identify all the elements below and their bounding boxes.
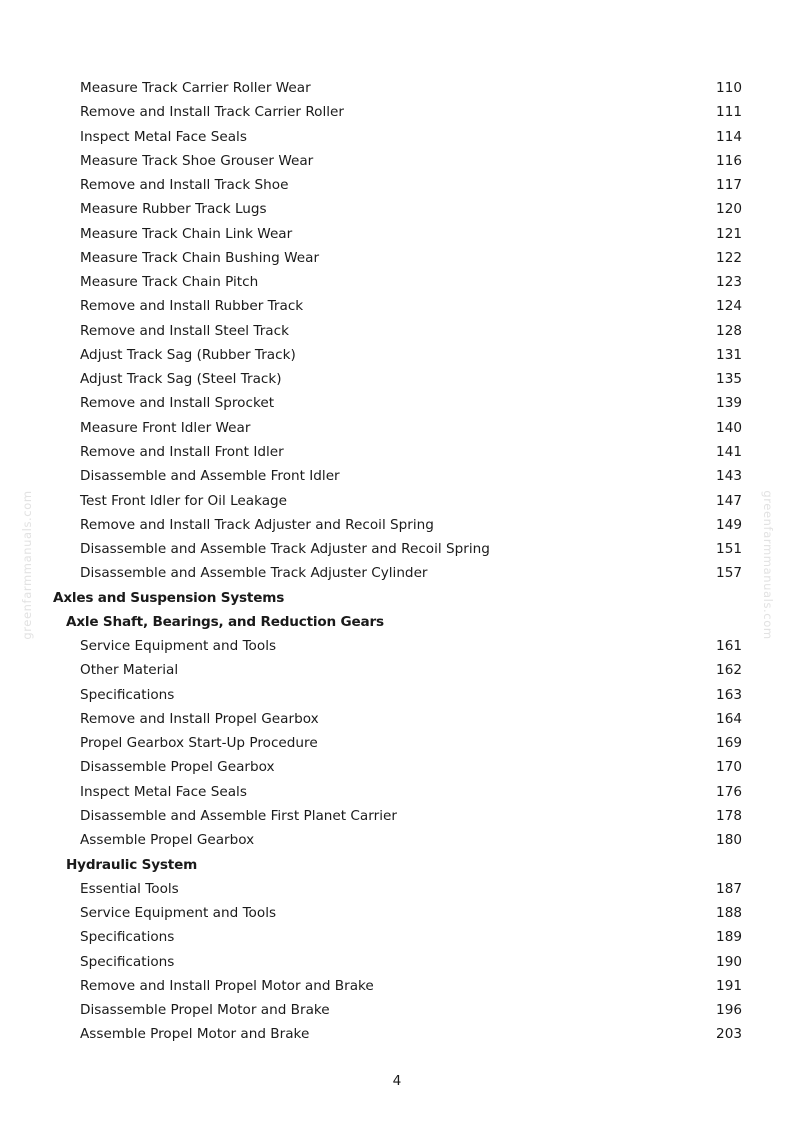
toc-entry-label[interactable]: Service Equipment and Tools: [80, 638, 277, 655]
toc-entry-page-number: 178: [716, 807, 742, 824]
toc-entry-label: Axles and Suspension Systems: [53, 589, 285, 606]
toc-entry-label[interactable]: Measure Track Carrier Roller Wear: [80, 80, 311, 96]
toc-entry-page-number: 110: [716, 80, 742, 96]
toc-entry[interactable]: [0, 391, 794, 415]
toc-entry-page-number: 131: [716, 346, 742, 363]
toc-entry-page-number: 157: [716, 565, 742, 582]
toc-entry[interactable]: [0, 343, 794, 367]
toc-entry[interactable]: [0, 658, 794, 682]
toc-entry-label[interactable]: Remove and Install Rubber Track: [80, 298, 304, 315]
toc-entry[interactable]: [0, 537, 794, 561]
toc-entry-label[interactable]: Other Material: [80, 662, 179, 679]
toc-entry-page-number: 203: [716, 1026, 742, 1043]
toc-entry[interactable]: [0, 804, 794, 828]
toc-entry-page-number: 124: [716, 298, 742, 315]
toc-entry[interactable]: [0, 367, 794, 391]
toc-entry-page-number: 135: [716, 371, 742, 388]
toc-entry-page-number: 141: [716, 443, 742, 460]
toc-subsection-heading: [0, 853, 794, 877]
toc-entry-page-number: 128: [716, 322, 742, 339]
toc-entry-page-number: 151: [716, 541, 742, 558]
toc-entry[interactable]: [0, 561, 794, 585]
toc-entry[interactable]: [0, 489, 794, 513]
toc-entry[interactable]: [0, 76, 794, 100]
toc-entry-label[interactable]: Measure Track Chain Pitch: [80, 274, 259, 291]
toc-entry-label[interactable]: Specifications: [80, 929, 175, 946]
toc-entry-label: Hydraulic System: [66, 856, 198, 873]
toc-entry[interactable]: [0, 950, 794, 974]
toc-entry[interactable]: [0, 901, 794, 925]
toc-entry-page-number: 188: [716, 905, 742, 922]
toc-entry-label[interactable]: Assemble Propel Motor and Brake: [80, 1026, 310, 1043]
toc-entry-label[interactable]: Specifications: [80, 686, 175, 703]
toc-entry-page-number: 114: [716, 128, 742, 145]
toc-entry[interactable]: [0, 222, 794, 246]
toc-entry-label[interactable]: Disassemble and Assemble Track Adjuster Cylinder: [80, 565, 428, 582]
toc-entry-label[interactable]: Measure Track Chain Bushing Wear: [80, 249, 320, 266]
toc-entry[interactable]: [0, 634, 794, 658]
toc-entry[interactable]: [0, 877, 794, 901]
toc-entry-label[interactable]: Remove and Install Track Adjuster and Recoil Spring: [80, 516, 434, 533]
toc-entry-label[interactable]: Test Front Idler for Oil Leakage: [80, 492, 288, 509]
toc-entry-page-number: 122: [716, 249, 742, 266]
toc-section-heading: [0, 586, 794, 610]
toc-entry-page-number: 143: [716, 468, 742, 485]
toc-entry-page-number: 121: [716, 225, 742, 242]
toc-entry[interactable]: [0, 270, 794, 294]
toc-entry-page-number: 176: [716, 783, 742, 800]
toc-entry-label[interactable]: Remove and Install Front Idler: [80, 443, 284, 460]
toc-entry-page-number: 170: [716, 759, 742, 776]
toc-entry-label[interactable]: Measure Front Idler Wear: [80, 419, 251, 436]
toc-entry-label[interactable]: Disassemble and Assemble Track Adjuster and Recoil Spring: [80, 541, 490, 558]
toc-entry[interactable]: [0, 100, 794, 124]
toc-entry[interactable]: [0, 1022, 794, 1046]
toc-entry-page-number: 191: [716, 977, 742, 994]
toc-entry[interactable]: [0, 925, 794, 949]
toc-entry[interactable]: [0, 246, 794, 270]
toc-entry[interactable]: [0, 974, 794, 998]
toc-entry-page-number: 164: [716, 710, 742, 727]
toc-entry-label[interactable]: Measure Track Chain Link Wear: [80, 225, 293, 242]
toc-subsection-heading: [0, 610, 794, 634]
toc-entry-label[interactable]: Essential Tools: [80, 880, 179, 897]
toc-entry-label[interactable]: Adjust Track Sag (Rubber Track): [80, 346, 296, 363]
toc-entry[interactable]: [0, 416, 794, 440]
toc-entry-page-number: 162: [716, 662, 742, 679]
toc-entry-label[interactable]: Remove and Install Track Carrier Roller: [80, 104, 344, 121]
toc-entry[interactable]: [0, 294, 794, 318]
toc-entry-label[interactable]: Specifications: [80, 953, 175, 970]
toc-entry-label[interactable]: Remove and Install Sprocket: [80, 395, 275, 412]
toc-entry-page-number: 161: [716, 638, 742, 655]
toc-entry-label[interactable]: Remove and Install Track Shoe: [80, 177, 289, 194]
toc-entry[interactable]: [0, 707, 794, 731]
toc-entry-label[interactable]: Adjust Track Sag (Steel Track): [80, 371, 282, 388]
toc-entry-page-number: 169: [716, 735, 742, 752]
toc-entry-page-number: 140: [716, 419, 742, 436]
toc-entry-page-number: 139: [716, 395, 742, 412]
watermark-right: greenfarmmanuals.com: [761, 490, 775, 640]
toc-entry[interactable]: [0, 197, 794, 221]
page-number: 4: [392, 1073, 402, 1089]
toc-entry-page-number: 196: [716, 1002, 742, 1019]
toc-entry-page-number: 180: [716, 832, 742, 849]
toc-entry-label[interactable]: Inspect Metal Face Seals: [80, 128, 247, 145]
toc-entry[interactable]: [0, 149, 794, 173]
toc-entry-page-number: 120: [716, 201, 742, 218]
toc-entry-label[interactable]: Remove and Install Propel Gearbox: [80, 710, 319, 727]
toc-entry-page-number: 147: [716, 492, 742, 509]
watermark-left: greenfarmmanuals.com: [20, 490, 34, 640]
toc-entry-label[interactable]: Remove and Install Steel Track: [80, 322, 289, 339]
toc-entry-label[interactable]: Measure Track Shoe Grouser Wear: [80, 152, 314, 169]
toc-entry-page-number: 187: [716, 880, 742, 897]
toc-entry-label[interactable]: Propel Gearbox Start-Up Procedure: [80, 735, 318, 752]
toc-entry-label[interactable]: Inspect Metal Face Seals: [80, 783, 247, 800]
toc-entry[interactable]: [0, 513, 794, 537]
table-of-contents: [0, 76, 794, 1047]
toc-entry-label[interactable]: Disassemble and Assemble Front Idler: [80, 468, 340, 485]
toc-entry-page-number: 149: [716, 516, 742, 533]
toc-entry-label[interactable]: Remove and Install Propel Motor and Brake: [80, 977, 374, 994]
toc-entry[interactable]: [0, 125, 794, 149]
toc-entry-page-number: 123: [716, 274, 742, 291]
toc-entry-label[interactable]: Service Equipment and Tools: [80, 905, 277, 922]
toc-entry[interactable]: [0, 464, 794, 488]
toc-entry-page-number: 111: [716, 104, 742, 121]
toc-entry[interactable]: [0, 755, 794, 779]
toc-entry-page-number: 190: [716, 953, 742, 970]
toc-entry[interactable]: [0, 319, 794, 343]
toc-entry-label[interactable]: Assemble Propel Gearbox: [80, 832, 255, 849]
toc-entry[interactable]: [0, 998, 794, 1022]
toc-entry[interactable]: [0, 731, 794, 755]
toc-entry-page-number: 116: [716, 152, 742, 169]
toc-entry[interactable]: [0, 828, 794, 852]
toc-entry-label: Axle Shaft, Bearings, and Reduction Gears: [66, 613, 384, 630]
toc-entry-label[interactable]: Measure Rubber Track Lugs: [80, 201, 267, 218]
toc-entry-page-number: 163: [716, 686, 742, 703]
toc-entry-label[interactable]: Disassemble Propel Gearbox: [80, 759, 275, 776]
toc-entry-label[interactable]: Disassemble Propel Motor and Brake: [80, 1002, 330, 1019]
toc-entry[interactable]: [0, 173, 794, 197]
toc-entry-page-number: 189: [716, 929, 742, 946]
toc-entry[interactable]: [0, 440, 794, 464]
toc-entry-label[interactable]: Disassemble and Assemble First Planet Carrier: [80, 807, 397, 824]
toc-entry[interactable]: [0, 780, 794, 804]
toc-entry-page-number: 117: [716, 177, 742, 194]
toc-entry[interactable]: [0, 683, 794, 707]
